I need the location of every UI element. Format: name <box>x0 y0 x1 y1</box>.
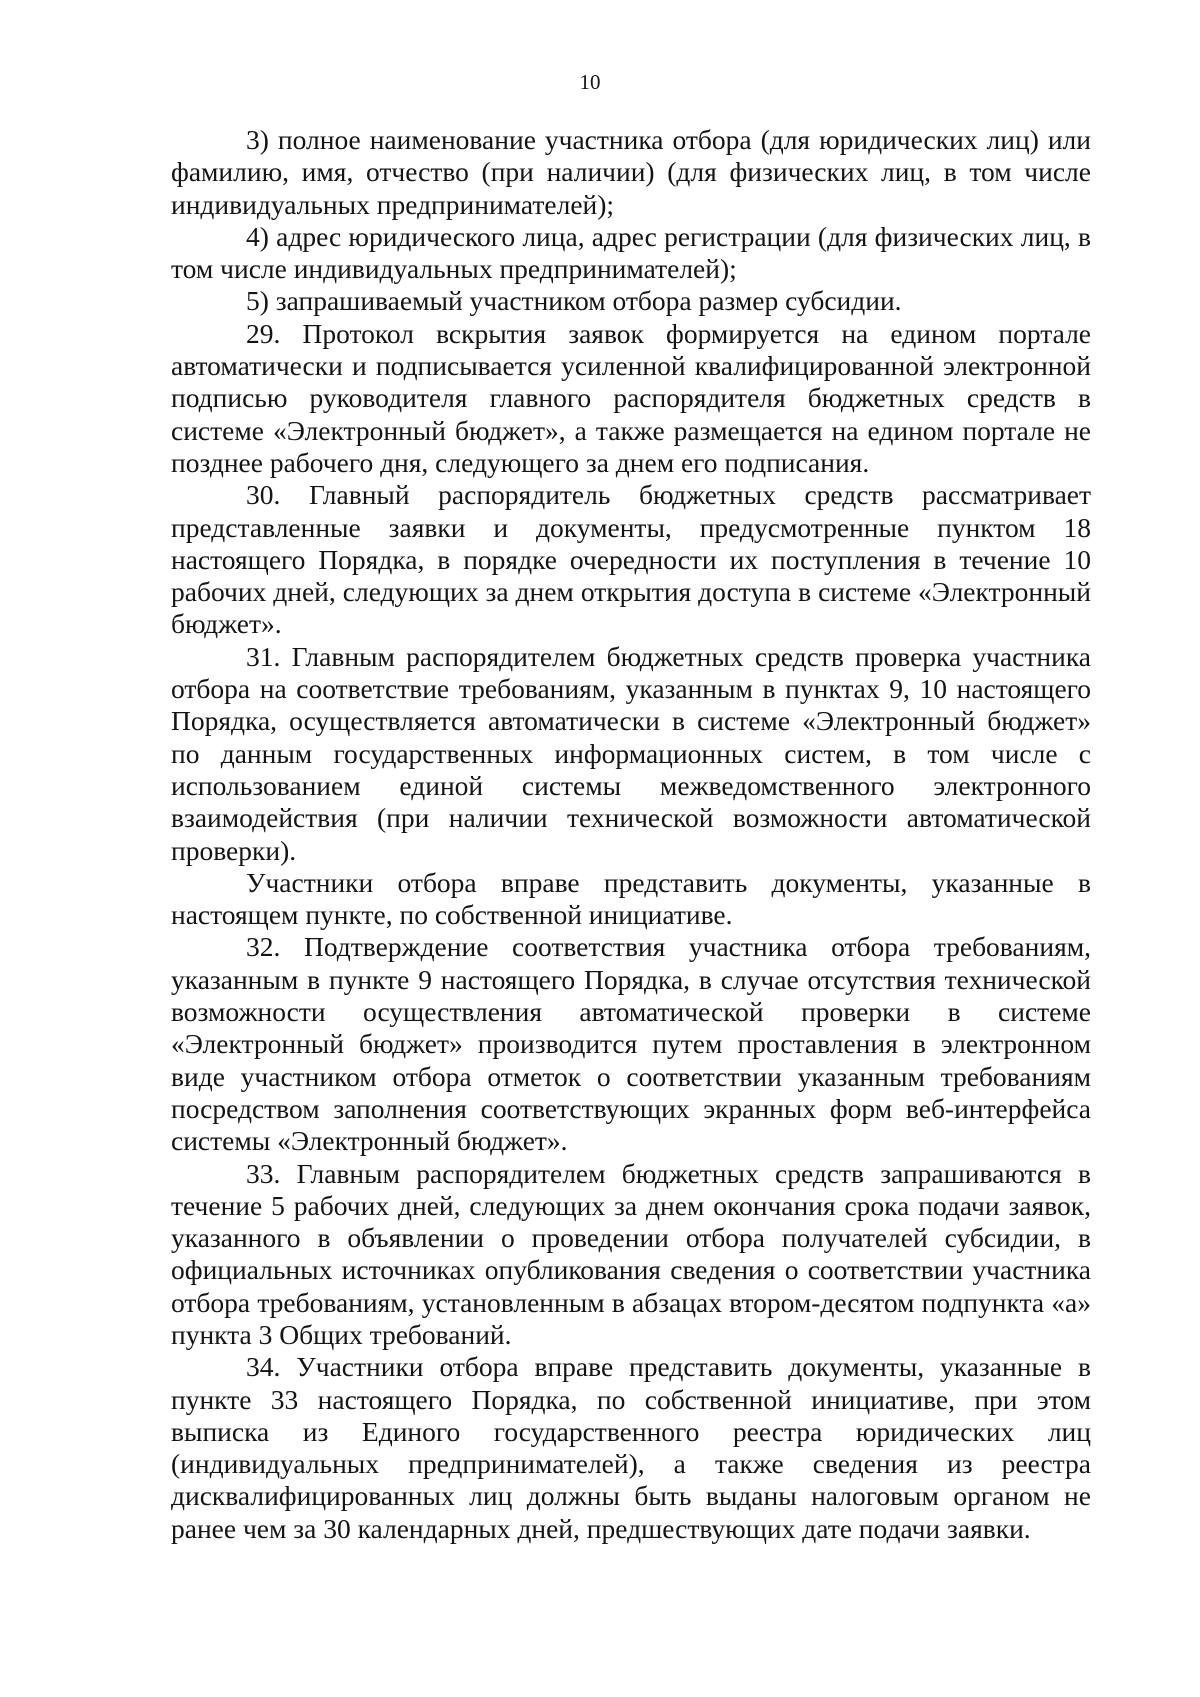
paragraph-34: 34. Участники отбора вправе представить документы, указанные в пункте 33 настоящего Порядка, по собственной инициативе, при этом выписка из Единого государственного реестра юридических лиц (индивидуальных предпринимателей), а также сведения из реестра дисквалифицированных лиц должны быть выданы налоговым органом не ранее чем за 30 календарных дней, предшествующих дате подачи заявки. <box>171 1351 1091 1544</box>
paragraph-item-4: 4) адрес юридического лица, адрес регистрации (для физических лиц, в том числе индивидуальных предпринимателей); <box>171 220 1091 285</box>
paragraph-33: 33. Главным распорядителем бюджетных средств запрашиваются в течение 5 рабочих дней, следующих за днем окончания срока подачи заявок, указанного в объявлении о проведении отбора получателей субсидии, в официальных источниках опубликования сведения о соответствии участника отбора требованиям, установленным в абзацах втором-десятом подпункта «а» пункта 3 Общих требований. <box>171 1157 1091 1350</box>
paragraph-item-3: 3) полное наименование участника отбора (для юридических лиц) или фамилию, имя, отчество (при наличии) (для физических лиц, в том числе индивидуальных предпринимателей); <box>171 124 1091 220</box>
paragraph-31: 31. Главным распорядителем бюджетных средств проверка участника отбора на соответствие требованиям, указанным в пунктах 9, 10 настоящего Порядка, осуществляется автоматически в системе «Электронный бюджет» по данным государственных информационных систем, в том числе с использованием единой системы межведомственного электронного взаимодействия (при наличии технической возможности автоматической проверки). <box>171 640 1091 866</box>
page-number: 10 <box>579 70 601 94</box>
paragraph-item-5: 5) запрашиваемый участником отбора размер субсидии. <box>246 285 902 317</box>
paragraph-32: 32. Подтверждение соответствия участника отбора требованиям, указанным в пункте 9 настоящего Порядка, в случае отсутствия технической возможности осуществления автоматической проверки в системе «Электронный бюджет» производится путем проставления в электронном виде участником отбора отметок о соответствии указанным требованиям посредством заполнения соответствующих экранных форм веб-интерфейса системы «Электронный бюджет». <box>171 931 1091 1157</box>
document-body <box>171 124 1091 1545</box>
paragraph-29: 29. Протокол вскрытия заявок формируется на едином портале автоматически и подписывается усиленной квалифицированной электронной подписью руководителя главного распорядителя бюджетных средств в системе «Электронный бюджет», а также размещается на едином портале не позднее рабочего дня, следующего за днем его подписания. <box>171 317 1091 478</box>
paragraph-30: 30. Главный распорядитель бюджетных средств рассматривает представленные заявки и документы, предусмотренные пунктом 18 настоящего Порядка, в порядке очередности их поступления в течение 10 рабочих дней, следующих за днем открытия доступа в системе «Электронный бюджет». <box>171 479 1091 640</box>
paragraph-31-note: Участники отбора вправе представить документы, указанные в настоящем пункте, по собственной инициативе. <box>171 866 1091 931</box>
